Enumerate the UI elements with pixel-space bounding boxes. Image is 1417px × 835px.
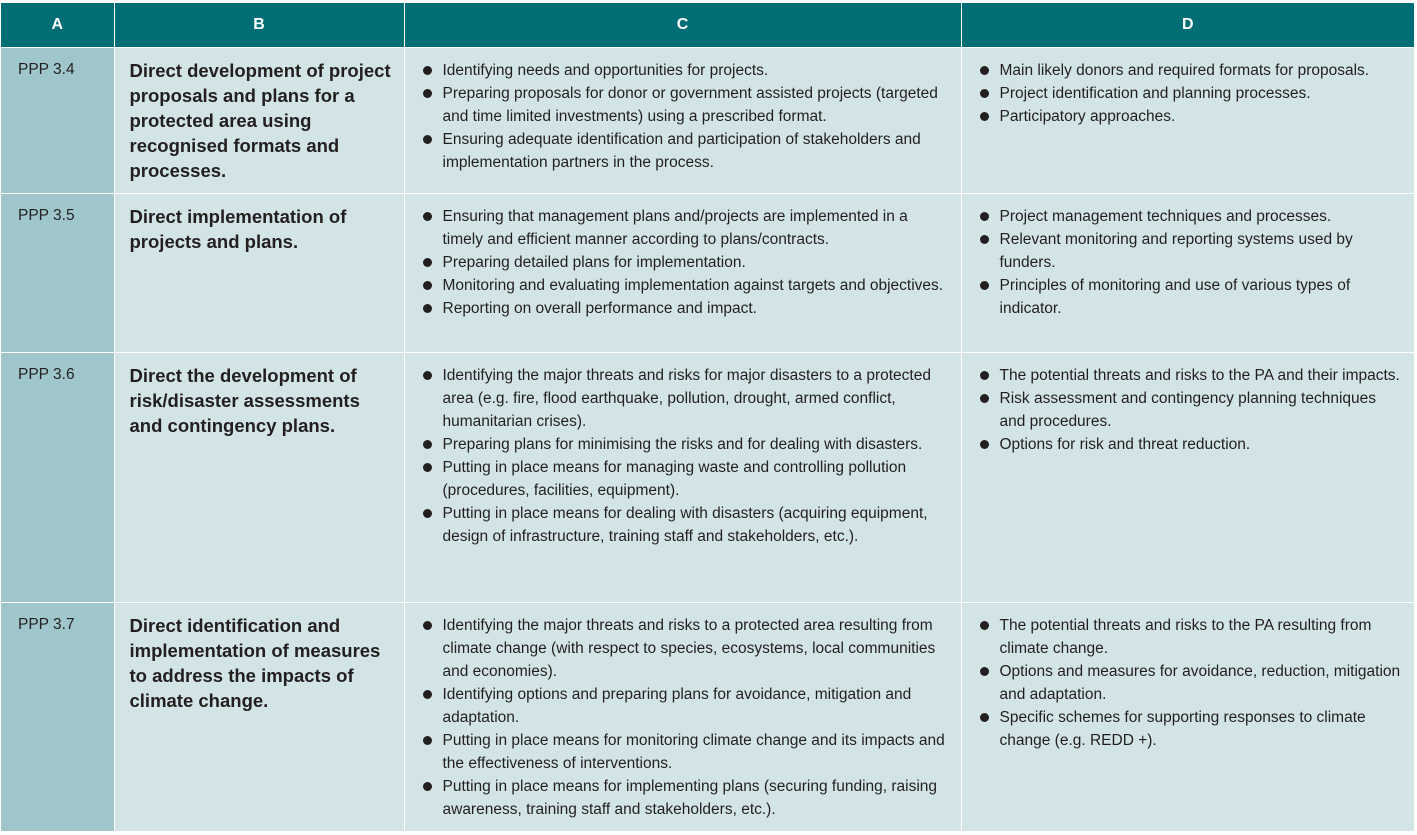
activities-cell xyxy=(404,48,961,194)
row-title: Direct implementation of projects and plans. xyxy=(114,194,404,353)
bullet-icon xyxy=(423,212,432,221)
list-item: Principles of monitoring and use of various types of indicator. xyxy=(978,274,1407,320)
list-item: Specific schemes for supporting responses to climate change (e.g. REDD +). xyxy=(978,706,1407,752)
bullet-icon xyxy=(423,782,432,791)
bullet-icon xyxy=(423,690,432,699)
table-row xyxy=(1,194,1414,353)
list-item: Putting in place means for implementing plans (securing funding, raising awareness, training staff and stakeholders, etc.). xyxy=(421,775,953,821)
activities-cell xyxy=(404,194,961,353)
bullet-icon xyxy=(423,281,432,290)
list-item: Identifying options and preparing plans for avoidance, mitigation and adaptation. xyxy=(421,683,953,729)
knowledge-cell xyxy=(961,194,1414,353)
bullet-icon xyxy=(980,235,989,244)
list-item: Putting in place means for managing waste and controlling pollution (procedures, facilities, equipment). xyxy=(421,456,953,502)
knowledge-cell xyxy=(961,603,1414,831)
bullet-icon xyxy=(423,440,432,449)
list-item: Relevant monitoring and reporting systems used by funders. xyxy=(978,228,1407,274)
knowledge-cell xyxy=(961,353,1414,603)
bullet-icon xyxy=(423,304,432,313)
column-header-d: D xyxy=(961,3,1414,48)
list-item: The potential threats and risks to the PA resulting from climate change. xyxy=(978,614,1407,660)
row-title: Direct the development of risk/disaster assessments and contingency plans. xyxy=(114,353,404,603)
table-row xyxy=(1,48,1414,194)
list-item: Options for risk and threat reduction. xyxy=(978,433,1407,456)
row-code: PPP 3.5 xyxy=(1,194,114,353)
bullet-icon xyxy=(423,66,432,75)
bullet-icon xyxy=(980,89,989,98)
list-item: Preparing plans for minimising the risks and for dealing with disasters. xyxy=(421,433,953,456)
list-item: Identifying the major threats and risks to a protected area resulting from climate change (with respect to species, ecosystems, local communities and economies). xyxy=(421,614,953,683)
row-code: PPP 3.4 xyxy=(1,48,114,194)
bullet-icon xyxy=(980,212,989,221)
list-item: Identifying needs and opportunities for projects. xyxy=(421,59,953,82)
list-item: Participatory approaches. xyxy=(978,105,1407,128)
list-item: The potential threats and risks to the PA and their impacts. xyxy=(978,364,1407,387)
bullet-icon xyxy=(423,621,432,630)
bullet-icon xyxy=(423,463,432,472)
bullet-icon xyxy=(980,112,989,121)
row-code: PPP 3.7 xyxy=(1,603,114,831)
list-item: Project management techniques and processes. xyxy=(978,205,1407,228)
row-code: PPP 3.6 xyxy=(1,353,114,603)
table-row xyxy=(1,353,1414,603)
column-header-c: C xyxy=(404,3,961,48)
knowledge-cell xyxy=(961,48,1414,194)
bullet-icon xyxy=(423,135,432,144)
bullet-icon xyxy=(423,736,432,745)
bullet-icon xyxy=(980,66,989,75)
table-row xyxy=(1,603,1414,831)
list-item: Preparing detailed plans for implementation. xyxy=(421,251,953,274)
list-item: Ensuring adequate identification and participation of stakeholders and implementation partners in the process. xyxy=(421,128,953,174)
list-item: Ensuring that management plans and/projects are implemented in a timely and efficient manner according to plans/contracts. xyxy=(421,205,953,251)
bullet-icon xyxy=(980,621,989,630)
activities-cell xyxy=(404,353,961,603)
competency-table xyxy=(1,3,1414,831)
list-item: Preparing proposals for donor or government assisted projects (targeted and time limited investments) using a prescribed format. xyxy=(421,82,953,128)
row-title: Direct identification and implementation of measures to address the impacts of climate change. xyxy=(114,603,404,831)
bullet-icon xyxy=(980,440,989,449)
list-item: Project identification and planning processes. xyxy=(978,82,1407,105)
list-item: Options and measures for avoidance, reduction, mitigation and adaptation. xyxy=(978,660,1407,706)
list-item: Monitoring and evaluating implementation against targets and objectives. xyxy=(421,274,953,297)
column-header-a: A xyxy=(1,3,114,48)
header-row xyxy=(1,3,1414,48)
column-header-b: B xyxy=(114,3,404,48)
bullet-icon xyxy=(423,258,432,267)
bullet-icon xyxy=(980,371,989,380)
list-item: Identifying the major threats and risks for major disasters to a protected area (e.g. fire, flood earthquake, pollution, drought, armed conflict, humanitarian crises). xyxy=(421,364,953,433)
list-item: Reporting on overall performance and impact. xyxy=(421,297,953,320)
bullet-icon xyxy=(980,394,989,403)
bullet-icon xyxy=(980,713,989,722)
row-title: Direct development of project proposals and plans for a protected area using recognised formats and processes. xyxy=(114,48,404,194)
list-item: Risk assessment and contingency planning techniques and procedures. xyxy=(978,387,1407,433)
bullet-icon xyxy=(980,667,989,676)
list-item: Putting in place means for dealing with disasters (acquiring equipment, design of infrastructure, training staff and stakeholders, etc.). xyxy=(421,502,953,548)
bullet-icon xyxy=(423,509,432,518)
bullet-icon xyxy=(423,371,432,380)
list-item: Main likely donors and required formats for proposals. xyxy=(978,59,1407,82)
activities-cell xyxy=(404,603,961,831)
list-item: Putting in place means for monitoring climate change and its impacts and the effectiveness of interventions. xyxy=(421,729,953,775)
bullet-icon xyxy=(423,89,432,98)
bullet-icon xyxy=(980,281,989,290)
